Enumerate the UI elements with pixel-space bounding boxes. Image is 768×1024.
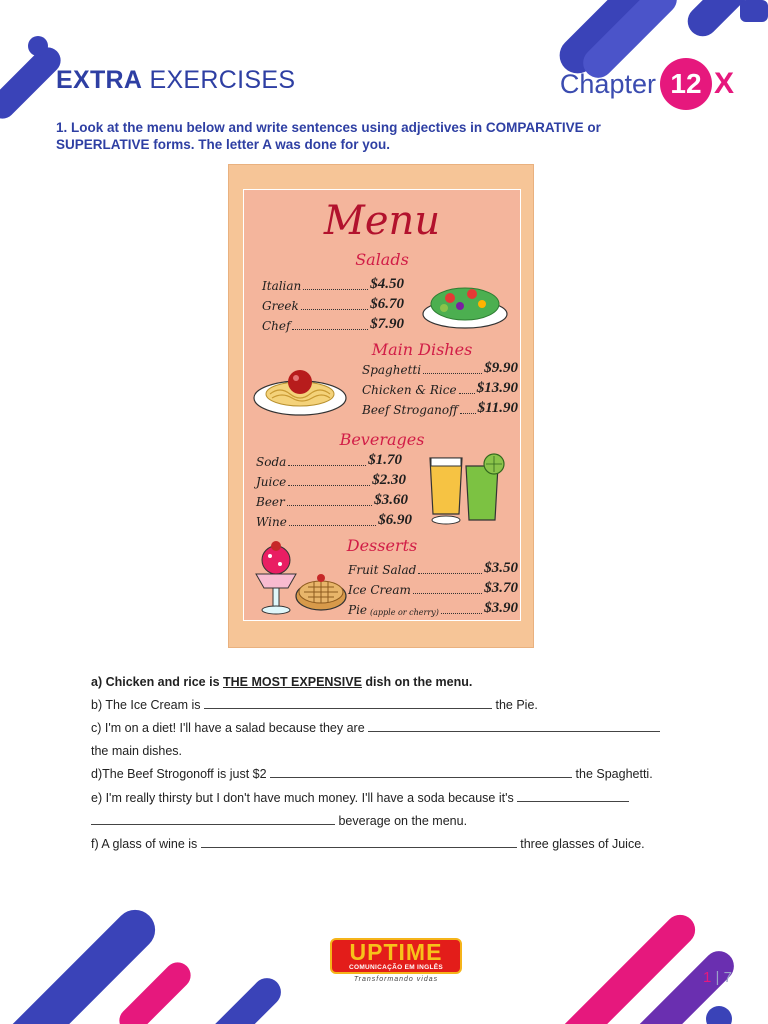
logo-tagline: Transformando vidas bbox=[353, 976, 439, 983]
salad-bowl-icon bbox=[420, 278, 510, 330]
exercise-e-blank-1[interactable] bbox=[517, 791, 629, 802]
menu-item-beer: Beer $3.60 bbox=[256, 492, 408, 509]
menu-item-greek: Greek $6.70 bbox=[262, 296, 404, 313]
chapter-label: Chapter bbox=[559, 68, 656, 99]
logo-wordmark: UPTIME bbox=[349, 939, 443, 965]
exercise-d: d)The Beef Strogonoff is just $2 the Spaghetti. bbox=[91, 767, 653, 781]
exercise-e: e) I'm really thirsty but I don't have much money. I'll have a soda because it's bbox=[91, 791, 629, 805]
page-total: 7 bbox=[723, 969, 732, 986]
menu-section-salads: Salads bbox=[355, 250, 409, 269]
menu-item-soda: Soda $1.70 bbox=[256, 452, 402, 469]
menu-item-ice-cream: Ice Cream $3.70 bbox=[348, 580, 518, 597]
menu-item-italian: Italian $4.50 bbox=[262, 276, 404, 293]
uptime-logo bbox=[330, 938, 462, 974]
page-separator: | bbox=[715, 969, 720, 986]
menu-item-pie: Pie (apple or cherry) $3.90 bbox=[348, 600, 518, 617]
menu-item-fruit-salad: Fruit Salad $3.50 bbox=[348, 560, 518, 577]
exercise-e-blank-2[interactable] bbox=[91, 814, 335, 825]
chapter-number: 12 bbox=[660, 58, 712, 110]
menu-section-desserts: Desserts bbox=[346, 536, 418, 555]
exercise-a: a) Chicken and rice is THE MOST EXPENSIVE dish on the menu. bbox=[91, 675, 473, 689]
exercise-b-blank[interactable] bbox=[204, 698, 492, 709]
chapter-suffix: X bbox=[713, 67, 734, 100]
menu-item-juice: Juice $2.30 bbox=[256, 472, 406, 489]
menu-item-chicken-rice: Chicken & Rice $13.90 bbox=[362, 380, 518, 397]
menu-item-spaghetti: Spaghetti $9.90 bbox=[362, 360, 518, 377]
header-title-rest: EXERCISES bbox=[149, 66, 296, 94]
chapter-badge bbox=[560, 58, 734, 110]
exercise-d-blank[interactable] bbox=[270, 767, 572, 778]
menu-section-beverages: Beverages bbox=[339, 430, 425, 449]
logo-subtitle: COMUNICAÇÃO EM INGLÊS bbox=[348, 964, 444, 971]
menu-card bbox=[228, 164, 534, 648]
menu-title: Menu bbox=[323, 198, 441, 244]
menu-inner-panel bbox=[243, 189, 521, 621]
exercise-c: c) I'm on a diet! I'll have a salad because they are bbox=[91, 721, 660, 735]
exercise-c-continuation: the main dishes. bbox=[91, 744, 183, 758]
exercise-b: b) The Ice Cream is the Pie. bbox=[91, 698, 538, 712]
spaghetti-plate-icon bbox=[250, 358, 350, 418]
header-title-bold: EXTRA bbox=[56, 66, 143, 94]
exercise-instruction: 1. Look at the menu below and write sentences using adjectives in COMPARATIVE or SUPERLATIVE forms. The letter A was done for you. bbox=[56, 120, 601, 152]
page-current: 1 bbox=[703, 969, 712, 986]
exercise-f: f) A glass of wine is three glasses of Juice. bbox=[91, 837, 645, 851]
pie-icon bbox=[294, 568, 348, 614]
exercise-c-blank[interactable] bbox=[368, 721, 660, 732]
exercise-f-blank[interactable] bbox=[201, 837, 517, 848]
header-title bbox=[56, 66, 295, 95]
menu-item-chef: Chef $7.90 bbox=[262, 316, 404, 333]
menu-section-main-dishes: Main Dishes bbox=[371, 340, 473, 359]
menu-item-beef-stroganoff: Beef Stroganoff $11.90 bbox=[362, 400, 518, 417]
page-number bbox=[703, 969, 732, 986]
menu-item-wine: Wine $6.90 bbox=[256, 512, 412, 529]
drinks-glasses-icon bbox=[426, 452, 512, 526]
exercise-e-continuation: beverage on the menu. bbox=[91, 814, 467, 828]
exercise-a-answer: THE MOST EXPENSIVE bbox=[223, 675, 362, 689]
